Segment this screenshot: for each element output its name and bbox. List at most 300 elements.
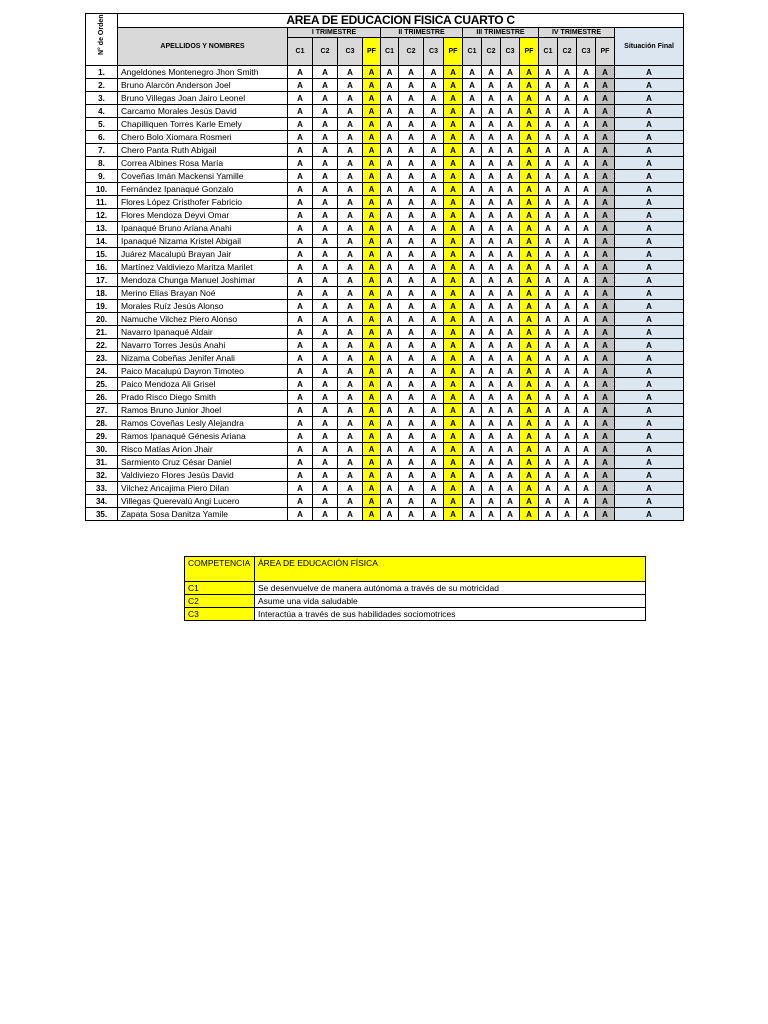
pf-grade-cell: A bbox=[520, 469, 539, 482]
final-grade-cell: A bbox=[615, 430, 684, 443]
pf-grade-cell: A bbox=[363, 118, 381, 131]
grade-cell: A bbox=[313, 183, 338, 196]
final-grade-cell: A bbox=[615, 79, 684, 92]
grade-cell: A bbox=[463, 495, 482, 508]
grade-cell: A bbox=[482, 365, 501, 378]
pf-grade-cell: A bbox=[596, 495, 615, 508]
grade-cell: A bbox=[539, 183, 558, 196]
pf-grade-cell: A bbox=[596, 196, 615, 209]
grade-cell: A bbox=[463, 300, 482, 313]
legend-row bbox=[185, 582, 646, 595]
grade-cell: A bbox=[338, 495, 363, 508]
grade-cell: A bbox=[558, 196, 577, 209]
grade-cell: A bbox=[482, 456, 501, 469]
pf-grade-cell: A bbox=[363, 443, 381, 456]
pf-grade-cell: A bbox=[363, 326, 381, 339]
grade-cell: A bbox=[338, 508, 363, 521]
legend-key: C1 bbox=[185, 582, 255, 595]
grade-cell: A bbox=[338, 456, 363, 469]
grade-cell: A bbox=[288, 131, 313, 144]
pf-grade-cell: A bbox=[444, 378, 463, 391]
grade-cell: A bbox=[539, 235, 558, 248]
grade-cell: A bbox=[313, 391, 338, 404]
subcolumn-header-c1: C1 bbox=[288, 38, 313, 66]
grade-cell: A bbox=[288, 144, 313, 157]
grade-cell: A bbox=[558, 157, 577, 170]
pf-grade-cell: A bbox=[520, 300, 539, 313]
grade-cell: A bbox=[482, 313, 501, 326]
grade-cell: A bbox=[313, 235, 338, 248]
grade-cell: A bbox=[338, 443, 363, 456]
pf-grade-cell: A bbox=[596, 508, 615, 521]
grade-cell: A bbox=[539, 105, 558, 118]
grade-cell: A bbox=[338, 352, 363, 365]
grade-cell: A bbox=[399, 391, 424, 404]
grade-cell: A bbox=[313, 79, 338, 92]
grade-cell: A bbox=[482, 248, 501, 261]
grade-cell: A bbox=[463, 326, 482, 339]
grade-cell: A bbox=[501, 287, 520, 300]
grade-cell: A bbox=[482, 482, 501, 495]
grade-cell: A bbox=[424, 235, 444, 248]
grade-cell: A bbox=[463, 131, 482, 144]
pf-grade-cell: A bbox=[520, 105, 539, 118]
trimestre-1-header: I TRIMESTRE bbox=[288, 28, 381, 38]
order-number: 26. bbox=[86, 391, 118, 404]
grade-cell: A bbox=[399, 339, 424, 352]
grade-cell: A bbox=[558, 300, 577, 313]
pf-grade-cell: A bbox=[520, 131, 539, 144]
grade-cell: A bbox=[501, 235, 520, 248]
grade-cell: A bbox=[399, 417, 424, 430]
pf-grade-cell: A bbox=[363, 144, 381, 157]
grade-cell: A bbox=[288, 391, 313, 404]
pf-grade-cell: A bbox=[444, 482, 463, 495]
grade-cell: A bbox=[338, 131, 363, 144]
student-name: Bruno Alarcón Anderson Joel bbox=[118, 79, 288, 92]
grade-cell: A bbox=[558, 456, 577, 469]
table-row bbox=[86, 131, 684, 144]
pf-grade-cell: A bbox=[596, 352, 615, 365]
final-grade-cell: A bbox=[615, 274, 684, 287]
pf-grade-cell: A bbox=[596, 144, 615, 157]
grade-cell: A bbox=[381, 352, 399, 365]
grade-cell: A bbox=[338, 105, 363, 118]
grade-cell: A bbox=[288, 352, 313, 365]
student-name: Fernández Ipanaqué Gonzalo bbox=[118, 183, 288, 196]
pf-grade-cell: A bbox=[363, 300, 381, 313]
grade-cell: A bbox=[539, 196, 558, 209]
pf-grade-cell: A bbox=[520, 261, 539, 274]
grade-cell: A bbox=[424, 274, 444, 287]
pf-grade-cell: A bbox=[520, 92, 539, 105]
grade-cell: A bbox=[558, 443, 577, 456]
grade-cell: A bbox=[338, 378, 363, 391]
grade-cell: A bbox=[399, 79, 424, 92]
pf-grade-cell: A bbox=[596, 391, 615, 404]
grade-cell: A bbox=[539, 378, 558, 391]
final-grade-cell: A bbox=[615, 352, 684, 365]
grade-cell: A bbox=[558, 326, 577, 339]
order-number: 25. bbox=[86, 378, 118, 391]
grade-cell: A bbox=[577, 391, 596, 404]
grade-cell: A bbox=[577, 404, 596, 417]
grade-cell: A bbox=[288, 326, 313, 339]
table-row bbox=[86, 430, 684, 443]
pf-grade-cell: A bbox=[520, 365, 539, 378]
pf-grade-cell: A bbox=[363, 79, 381, 92]
grade-cell: A bbox=[558, 118, 577, 131]
grade-cell: A bbox=[463, 105, 482, 118]
order-number: 31. bbox=[86, 456, 118, 469]
final-grade-cell: A bbox=[615, 404, 684, 417]
grade-cell: A bbox=[577, 352, 596, 365]
table-row bbox=[86, 105, 684, 118]
grade-cell: A bbox=[482, 157, 501, 170]
grade-cell: A bbox=[577, 365, 596, 378]
grade-cell: A bbox=[539, 300, 558, 313]
table-row bbox=[86, 261, 684, 274]
student-name: Prado Risco Diego Smith bbox=[118, 391, 288, 404]
grade-cell: A bbox=[288, 430, 313, 443]
grade-cell: A bbox=[424, 287, 444, 300]
pf-grade-cell: A bbox=[596, 248, 615, 261]
student-name: Angeldones Montenegro Jhon Smith bbox=[118, 66, 288, 79]
student-name: Mendoza Chunga Manuel Joshimar bbox=[118, 274, 288, 287]
grade-cell: A bbox=[381, 118, 399, 131]
grade-cell: A bbox=[288, 404, 313, 417]
situacion-final-header: Situación Final bbox=[615, 28, 684, 66]
pf-grade-cell: A bbox=[444, 235, 463, 248]
grades-table bbox=[85, 13, 684, 521]
pf-grade-cell: A bbox=[520, 404, 539, 417]
pf-grade-cell: A bbox=[520, 183, 539, 196]
grade-cell: A bbox=[338, 261, 363, 274]
grade-cell: A bbox=[399, 508, 424, 521]
pf-grade-cell: A bbox=[520, 170, 539, 183]
grade-cell: A bbox=[577, 326, 596, 339]
grade-cell: A bbox=[558, 170, 577, 183]
pf-grade-cell: A bbox=[363, 313, 381, 326]
legend-header-key: COMPETENCIA bbox=[185, 557, 255, 582]
grade-cell: A bbox=[577, 79, 596, 92]
grade-cell: A bbox=[313, 92, 338, 105]
grade-cell: A bbox=[558, 430, 577, 443]
grade-cell: A bbox=[463, 66, 482, 79]
grade-cell: A bbox=[338, 365, 363, 378]
pf-grade-cell: A bbox=[520, 378, 539, 391]
grade-cell: A bbox=[482, 261, 501, 274]
trimestre-3-header: III TRIMESTRE bbox=[463, 28, 539, 38]
final-grade-cell: A bbox=[615, 365, 684, 378]
grade-cell: A bbox=[501, 92, 520, 105]
grade-cell: A bbox=[501, 430, 520, 443]
grade-cell: A bbox=[338, 482, 363, 495]
grade-cell: A bbox=[288, 378, 313, 391]
final-grade-cell: A bbox=[615, 443, 684, 456]
grade-cell: A bbox=[577, 235, 596, 248]
pf-grade-cell: A bbox=[596, 105, 615, 118]
pf-grade-cell: A bbox=[444, 131, 463, 144]
final-grade-cell: A bbox=[615, 235, 684, 248]
grade-cell: A bbox=[539, 313, 558, 326]
grade-cell: A bbox=[338, 183, 363, 196]
grade-cell: A bbox=[313, 482, 338, 495]
final-grade-cell: A bbox=[615, 157, 684, 170]
pf-grade-cell: A bbox=[520, 79, 539, 92]
grade-cell: A bbox=[501, 209, 520, 222]
grade-cell: A bbox=[577, 417, 596, 430]
subcolumn-header-c1: C1 bbox=[539, 38, 558, 66]
grade-cell: A bbox=[313, 157, 338, 170]
table-row bbox=[86, 287, 684, 300]
grade-cell: A bbox=[482, 469, 501, 482]
order-number: 9. bbox=[86, 170, 118, 183]
grade-cell: A bbox=[577, 469, 596, 482]
pf-grade-cell: A bbox=[363, 391, 381, 404]
grade-cell: A bbox=[381, 404, 399, 417]
pf-grade-cell: A bbox=[444, 222, 463, 235]
table-row bbox=[86, 339, 684, 352]
grade-cell: A bbox=[463, 313, 482, 326]
student-name: Flores Mendoza Deyvi Omar bbox=[118, 209, 288, 222]
grade-cell: A bbox=[463, 248, 482, 261]
grade-cell: A bbox=[558, 287, 577, 300]
grade-cell: A bbox=[399, 131, 424, 144]
pf-grade-cell: A bbox=[363, 430, 381, 443]
order-number: 21. bbox=[86, 326, 118, 339]
student-name: Villegas Querevalú Angi Lucero bbox=[118, 495, 288, 508]
grade-cell: A bbox=[463, 261, 482, 274]
grade-cell: A bbox=[381, 391, 399, 404]
pf-grade-cell: A bbox=[444, 508, 463, 521]
student-name: Chero Bolo Xiomara Rosmeri bbox=[118, 131, 288, 144]
pf-grade-cell: A bbox=[363, 66, 381, 79]
grade-cell: A bbox=[338, 339, 363, 352]
grade-cell: A bbox=[539, 144, 558, 157]
pf-grade-cell: A bbox=[444, 456, 463, 469]
grade-cell: A bbox=[424, 443, 444, 456]
pf-grade-cell: A bbox=[520, 235, 539, 248]
grade-cell: A bbox=[381, 209, 399, 222]
grade-cell: A bbox=[463, 157, 482, 170]
grade-cell: A bbox=[558, 66, 577, 79]
grade-cell: A bbox=[399, 183, 424, 196]
grade-cell: A bbox=[539, 417, 558, 430]
pf-grade-cell: A bbox=[520, 495, 539, 508]
grade-cell: A bbox=[558, 404, 577, 417]
pf-grade-cell: A bbox=[596, 222, 615, 235]
legend-value: Interactúa a través de sus habilidades sociomotrices bbox=[255, 608, 646, 621]
order-number: 14. bbox=[86, 235, 118, 248]
pf-grade-cell: A bbox=[363, 196, 381, 209]
pf-grade-cell: A bbox=[363, 131, 381, 144]
pf-grade-cell: A bbox=[363, 105, 381, 118]
grade-cell: A bbox=[424, 391, 444, 404]
grade-cell: A bbox=[501, 105, 520, 118]
pf-grade-cell: A bbox=[363, 274, 381, 287]
pf-grade-cell: A bbox=[596, 209, 615, 222]
grade-cell: A bbox=[482, 131, 501, 144]
table-row bbox=[86, 456, 684, 469]
grade-cell: A bbox=[399, 469, 424, 482]
student-name: Risco Matías Arion Jhair bbox=[118, 443, 288, 456]
table-row bbox=[86, 235, 684, 248]
grade-cell: A bbox=[381, 313, 399, 326]
table-row bbox=[86, 352, 684, 365]
grade-cell: A bbox=[482, 118, 501, 131]
pf-grade-cell: A bbox=[363, 92, 381, 105]
grade-cell: A bbox=[577, 118, 596, 131]
grade-cell: A bbox=[399, 430, 424, 443]
subcolumn-header-pf: PF bbox=[444, 38, 463, 66]
grade-cell: A bbox=[501, 144, 520, 157]
final-grade-cell: A bbox=[615, 482, 684, 495]
grade-cell: A bbox=[577, 131, 596, 144]
grade-cell: A bbox=[338, 118, 363, 131]
grade-cell: A bbox=[424, 339, 444, 352]
grade-cell: A bbox=[399, 170, 424, 183]
grade-cell: A bbox=[381, 287, 399, 300]
pf-grade-cell: A bbox=[444, 118, 463, 131]
grade-cell: A bbox=[539, 131, 558, 144]
grade-cell: A bbox=[577, 144, 596, 157]
grade-cell: A bbox=[288, 170, 313, 183]
grade-cell: A bbox=[577, 339, 596, 352]
grade-cell: A bbox=[288, 118, 313, 131]
grade-cell: A bbox=[424, 378, 444, 391]
grade-cell: A bbox=[381, 430, 399, 443]
grade-cell: A bbox=[313, 339, 338, 352]
grade-cell: A bbox=[313, 456, 338, 469]
grade-cell: A bbox=[463, 235, 482, 248]
order-number: 32. bbox=[86, 469, 118, 482]
pf-grade-cell: A bbox=[444, 365, 463, 378]
grade-cell: A bbox=[539, 287, 558, 300]
grade-cell: A bbox=[381, 339, 399, 352]
subcolumn-header-c2: C2 bbox=[399, 38, 424, 66]
table-row bbox=[86, 495, 684, 508]
pf-grade-cell: A bbox=[444, 274, 463, 287]
grade-cell: A bbox=[399, 144, 424, 157]
grade-cell: A bbox=[313, 443, 338, 456]
grade-cell: A bbox=[313, 105, 338, 118]
grade-cell: A bbox=[577, 443, 596, 456]
grade-cell: A bbox=[558, 495, 577, 508]
grade-cell: A bbox=[424, 365, 444, 378]
grade-cell: A bbox=[463, 118, 482, 131]
table-row bbox=[86, 66, 684, 79]
grade-cell: A bbox=[539, 365, 558, 378]
grade-cell: A bbox=[482, 105, 501, 118]
table-row bbox=[86, 118, 684, 131]
grade-cell: A bbox=[338, 79, 363, 92]
grade-cell: A bbox=[313, 352, 338, 365]
order-number: 10. bbox=[86, 183, 118, 196]
grade-cell: A bbox=[539, 170, 558, 183]
grade-cell: A bbox=[338, 326, 363, 339]
grade-cell: A bbox=[463, 209, 482, 222]
grade-cell: A bbox=[288, 365, 313, 378]
order-number: 17. bbox=[86, 274, 118, 287]
final-grade-cell: A bbox=[615, 391, 684, 404]
grade-cell: A bbox=[313, 287, 338, 300]
table-row bbox=[86, 79, 684, 92]
final-grade-cell: A bbox=[615, 105, 684, 118]
grade-cell: A bbox=[482, 196, 501, 209]
grade-cell: A bbox=[381, 456, 399, 469]
grade-cell: A bbox=[381, 482, 399, 495]
grade-cell: A bbox=[482, 222, 501, 235]
order-number: 4. bbox=[86, 105, 118, 118]
pf-grade-cell: A bbox=[444, 300, 463, 313]
pf-grade-cell: A bbox=[520, 482, 539, 495]
pf-grade-cell: A bbox=[363, 378, 381, 391]
grade-cell: A bbox=[313, 508, 338, 521]
grade-cell: A bbox=[399, 248, 424, 261]
grade-cell: A bbox=[463, 365, 482, 378]
grade-cell: A bbox=[381, 157, 399, 170]
student-name: Ramos Coveñas Lesly Alejandra bbox=[118, 417, 288, 430]
subcolumn-header-pf: PF bbox=[596, 38, 615, 66]
grade-cell: A bbox=[539, 443, 558, 456]
table-row bbox=[86, 417, 684, 430]
grade-cell: A bbox=[399, 105, 424, 118]
final-grade-cell: A bbox=[615, 300, 684, 313]
order-number: 29. bbox=[86, 430, 118, 443]
grade-cell: A bbox=[338, 66, 363, 79]
pf-grade-cell: A bbox=[596, 378, 615, 391]
grade-cell: A bbox=[288, 274, 313, 287]
pf-grade-cell: A bbox=[444, 352, 463, 365]
grade-cell: A bbox=[482, 235, 501, 248]
grade-cell: A bbox=[558, 469, 577, 482]
grade-cell: A bbox=[539, 66, 558, 79]
grade-cell: A bbox=[399, 495, 424, 508]
grade-cell: A bbox=[463, 469, 482, 482]
order-number: 15. bbox=[86, 248, 118, 261]
grade-cell: A bbox=[577, 222, 596, 235]
pf-grade-cell: A bbox=[363, 287, 381, 300]
grade-cell: A bbox=[482, 404, 501, 417]
grade-cell: A bbox=[381, 79, 399, 92]
grade-cell: A bbox=[338, 417, 363, 430]
pf-grade-cell: A bbox=[596, 443, 615, 456]
grade-cell: A bbox=[313, 144, 338, 157]
legend-table bbox=[184, 556, 646, 621]
pf-grade-cell: A bbox=[520, 222, 539, 235]
grade-cell: A bbox=[501, 118, 520, 131]
pf-grade-cell: A bbox=[363, 456, 381, 469]
grade-cell: A bbox=[501, 66, 520, 79]
pf-grade-cell: A bbox=[444, 469, 463, 482]
student-name: Correa Albines Rosa María bbox=[118, 157, 288, 170]
subcolumn-header-c3: C3 bbox=[424, 38, 444, 66]
final-grade-cell: A bbox=[615, 66, 684, 79]
grade-cell: A bbox=[381, 274, 399, 287]
grade-cell: A bbox=[558, 352, 577, 365]
pf-grade-cell: A bbox=[596, 482, 615, 495]
grade-cell: A bbox=[501, 443, 520, 456]
legend-key: C3 bbox=[185, 608, 255, 621]
grade-cell: A bbox=[313, 66, 338, 79]
table-row bbox=[86, 404, 684, 417]
grade-cell: A bbox=[338, 157, 363, 170]
pf-grade-cell: A bbox=[444, 443, 463, 456]
subcolumn-header-pf: PF bbox=[363, 38, 381, 66]
grade-cell: A bbox=[482, 66, 501, 79]
grade-cell: A bbox=[399, 66, 424, 79]
